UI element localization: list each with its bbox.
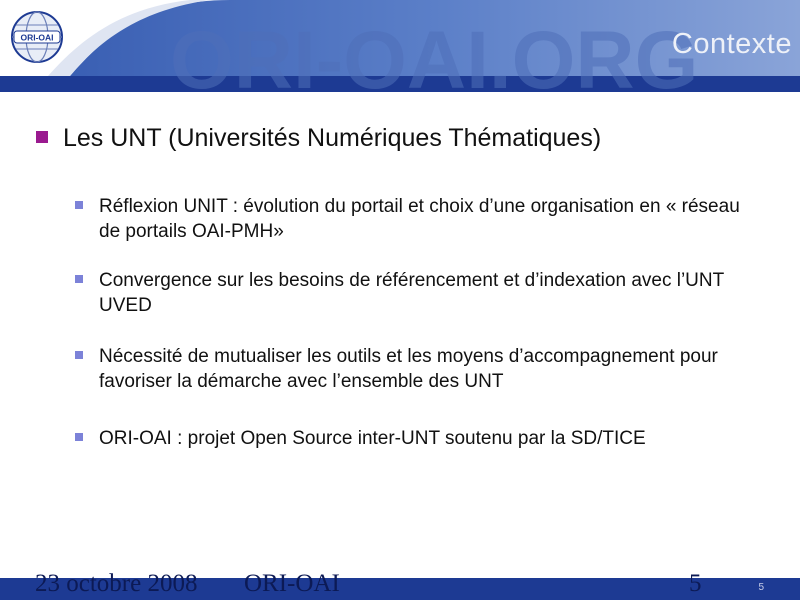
slide-header bbox=[0, 0, 800, 92]
header-watermark: ORI-OAI.ORG bbox=[170, 15, 699, 92]
sub-bullet-item bbox=[75, 344, 765, 394]
sub-bullet-item bbox=[75, 194, 765, 244]
logo-text: ORI-OAI bbox=[20, 32, 54, 43]
sub-bullet-text: Convergence sur les besoins de référencement et d’indexation avec l’UNT UVED bbox=[99, 270, 724, 316]
square-bullet-icon bbox=[75, 433, 83, 441]
square-bullet-icon bbox=[36, 131, 48, 143]
slide-number: 5 bbox=[758, 582, 764, 593]
main-bullet-text: Les UNT (Universités Numériques Thématiques) bbox=[63, 124, 602, 152]
sub-bullet-text: Réflexion UNIT : évolution du portail et choix d’une organisation en « réseau de portails OAI-PMH» bbox=[99, 196, 740, 242]
footer-page-number: 5 bbox=[689, 570, 702, 597]
footer-name: ORI-OAI bbox=[244, 570, 340, 597]
footer-date: 23 octobre 2008 bbox=[35, 570, 198, 597]
ori-oai-logo bbox=[10, 10, 64, 64]
sub-bullet-text: Nécessité de mutualiser les outils et les moyens d’accompagnement pour favoriser la démarche avec l’ensemble des UNT bbox=[99, 346, 718, 392]
square-bullet-icon bbox=[75, 351, 83, 359]
square-bullet-icon bbox=[75, 275, 83, 283]
square-bullet-icon bbox=[75, 201, 83, 209]
sub-bullet-item bbox=[75, 426, 765, 451]
globe-icon bbox=[10, 10, 64, 64]
sub-bullet-item bbox=[75, 268, 765, 318]
main-bullet-item bbox=[36, 122, 776, 154]
slide-title: Contexte bbox=[671, 28, 792, 60]
sub-bullet-text: ORI-OAI : projet Open Source inter-UNT soutenu par la SD/TICE bbox=[99, 428, 646, 449]
